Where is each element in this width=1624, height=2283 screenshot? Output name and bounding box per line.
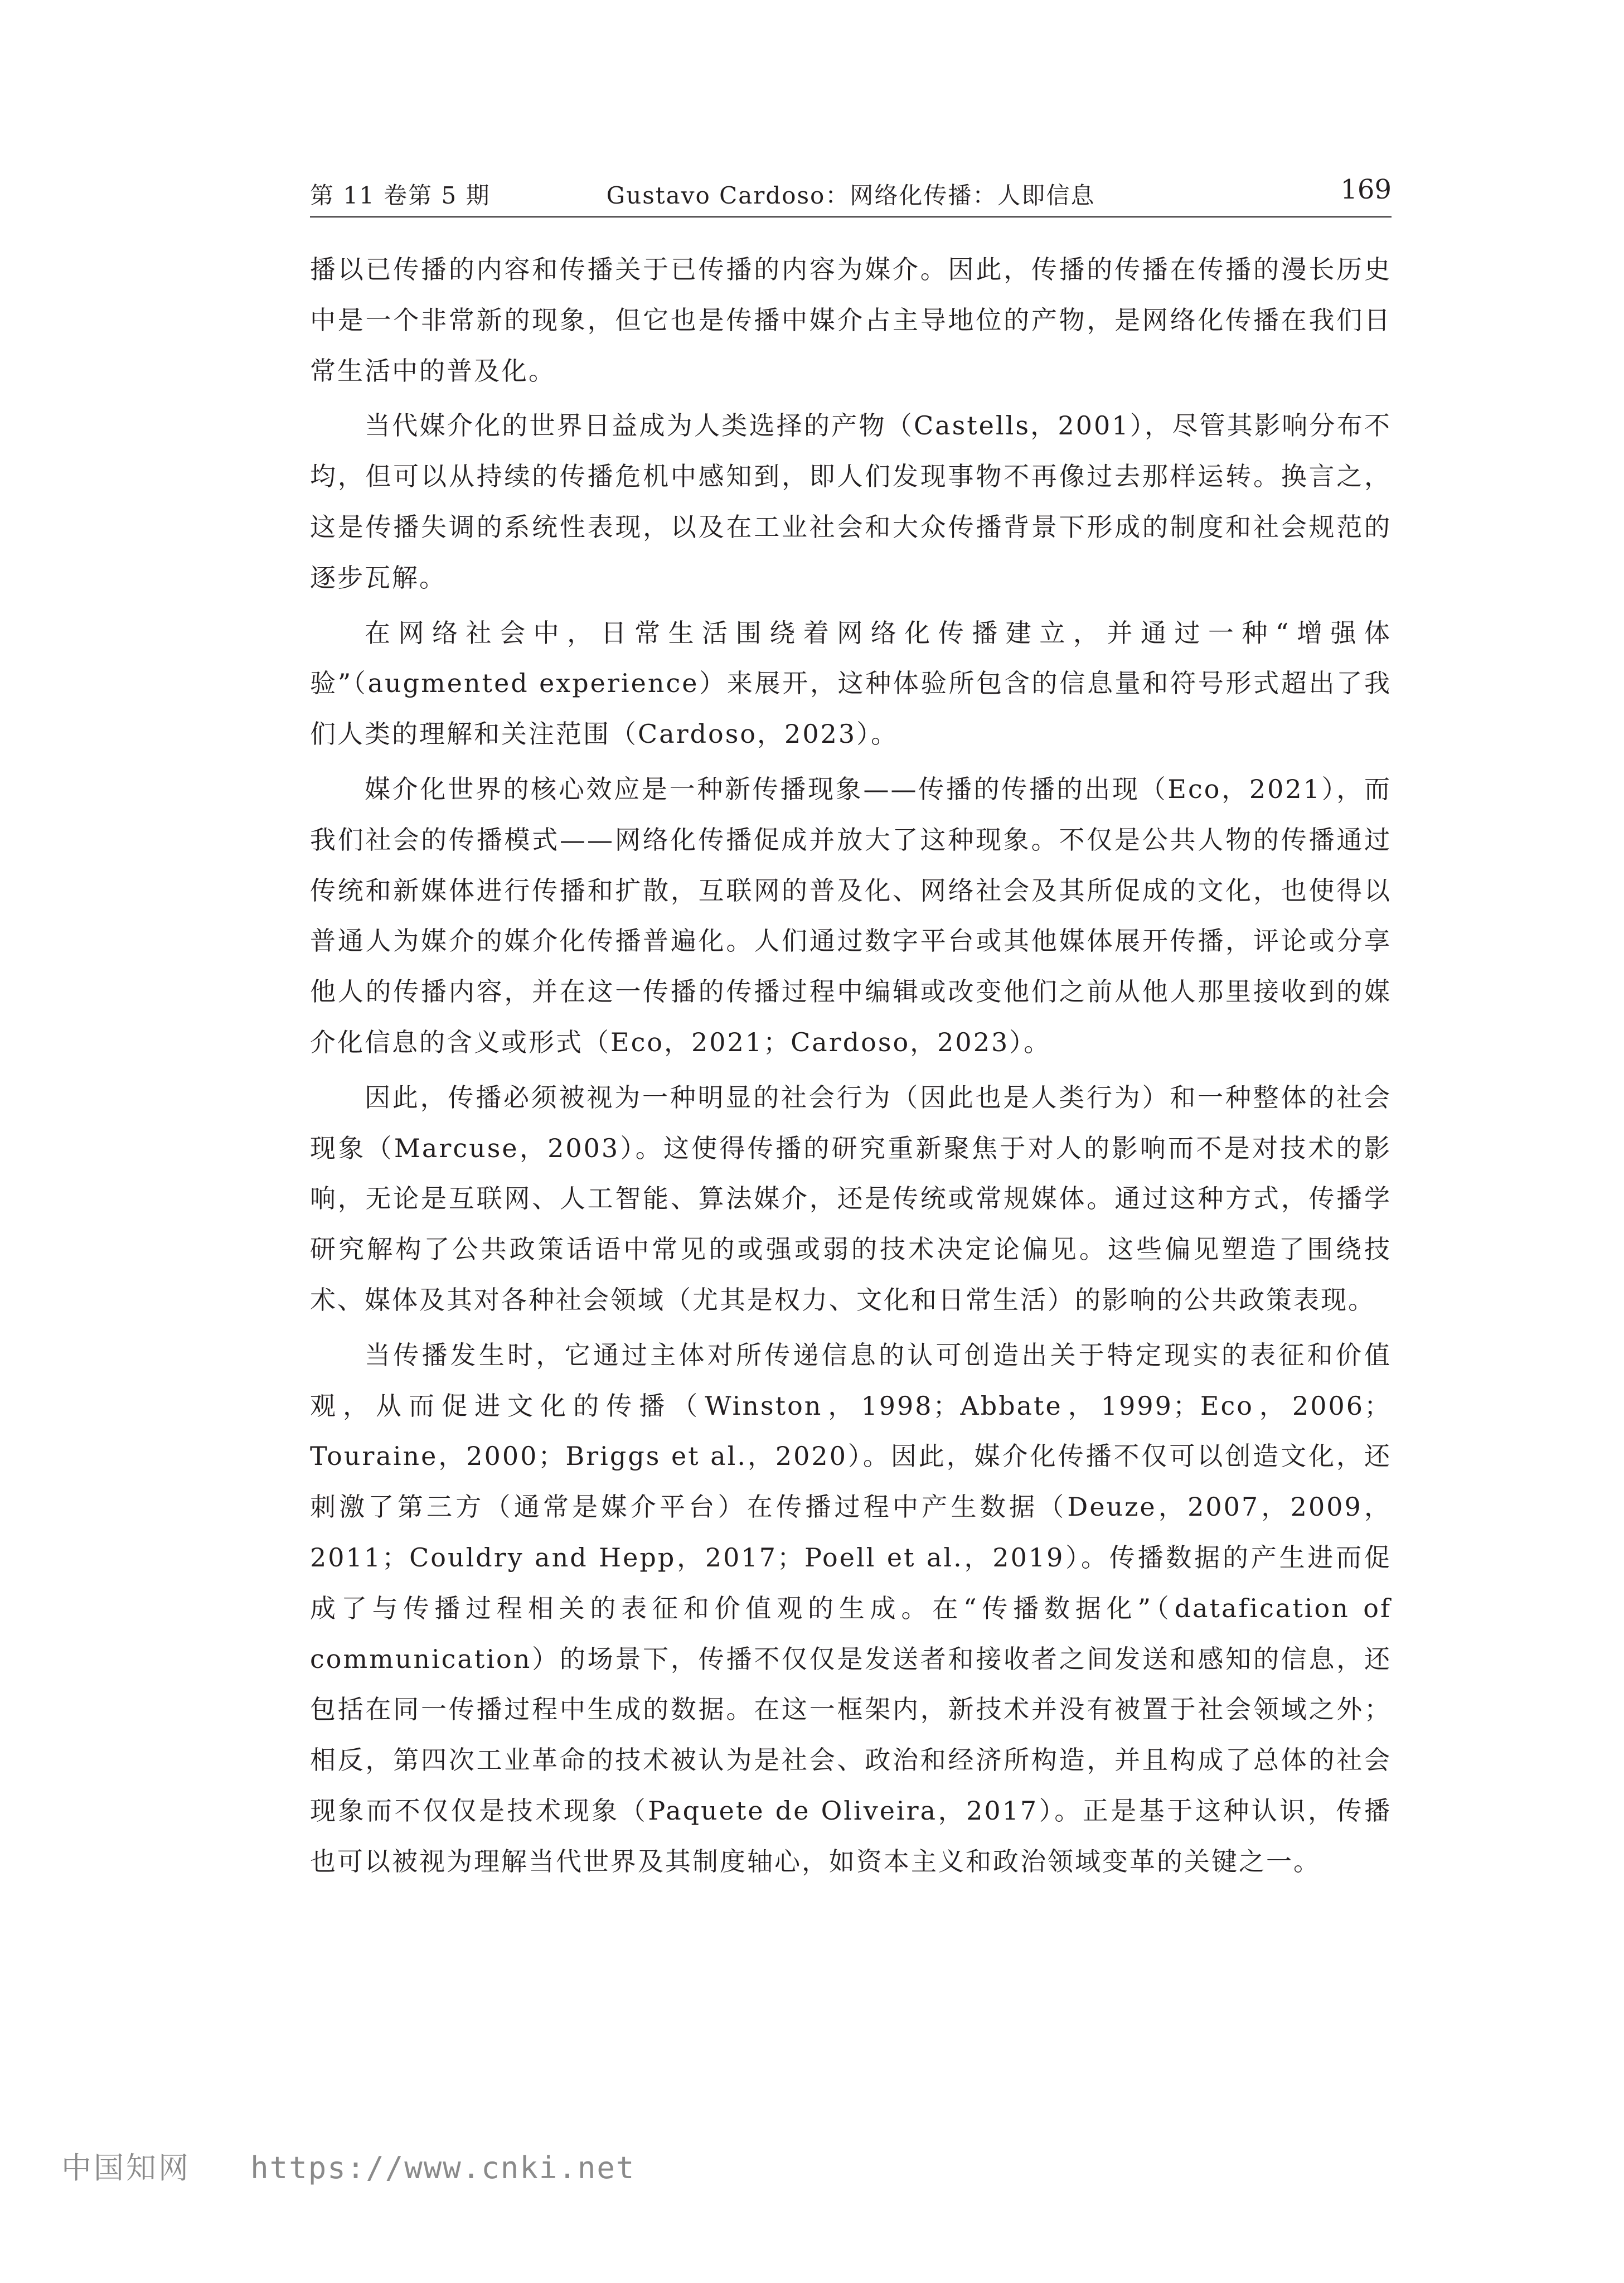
watermark-url: https://www.cnki.net xyxy=(250,2150,636,2185)
watermark-brand: 中国知网 xyxy=(61,2150,191,2185)
paragraph: 当代媒介化的世界日益成为人类选择的产物（Castells，2001），尽管其影响分布不均，但可以从持续的传播危机中感知到，即人们发现事物不再像过去那样运转。换言之，这是传播失调的系统性表现，以及在工业社会和大众传播背景下形成的制度和社会规范的逐步瓦解。 xyxy=(310,410,1392,593)
paragraph: 媒介化世界的核心效应是一种新传播现象——传播的传播的出现（Eco，2021），而我们社会的传播模式——网络化传播促成并放大了这种现象。不仅是公共人物的传播通过传统和新媒体进行传播和扩散，互联网的普及化、网络社会及其所促成的文化，也使得以普通人为媒介的媒介化传播普遍化。人们通过数字平台或其他媒体展开传播，评论或分享他人的传播内容，并在这一传播的传播过程中编辑或改变他们之前从他人那里接收到的媒介化信息的含义或形式（Eco，2021；Cardoso，2023）。 xyxy=(310,773,1392,1057)
running-title: Gustavo Cardoso：网络化传播：人即信息 xyxy=(606,182,1095,209)
running-header xyxy=(310,174,1392,211)
header-divider xyxy=(310,216,1392,217)
page-number: 169 xyxy=(1340,174,1392,205)
journal-volume-issue: 第 11 卷第 5 期 xyxy=(310,182,491,209)
paragraph: 当传播发生时，它通过主体对所传递信息的认可创造出关于特定现实的表征和价值观，从而促进文化的传播（Winston，1998；Abbate，1999；Eco，2006；Touraine，2000；Briggs et al.，2020）。因此，媒介化传播不仅可以创造文化，还刺激了第三方（通常是媒介平台）在传播过程中产生数据（Deuze，2007，2009，2011；Couldry and Hepp，2017；Poell et al.，2019）。传播数据的产生进而促成了与传播过程相关的表征和价值观的生成。在“传播数据化”（datafication of communication）的场景下，传播不仅仅是发送者和接收者之间发送和感知的信息，还包括在同一传播过程中生成的数据。在这一框架内，新技术并没有被置于社会领域之外；相反，第四次工业革命的技术被认为是社会、政治和经济所构造，并且构成了总体的社会现象而不仅仅是技术现象（Paquete de Oliveira，2017）。正是基于这种认识，传播也可以被视为理解当代世界及其制度轴心，如资本主义和政治领域变革的关键之一。 xyxy=(310,1339,1392,1876)
article-body xyxy=(310,244,1392,1892)
cnki-watermark xyxy=(61,2144,635,2189)
paragraph: 因此，传播必须被视为一种明显的社会行为（因此也是人类行为）和一种整体的社会现象（Marcuse，2003）。这使得传播的研究重新聚焦于对人的影响而不是对技术的影响，无论是互联网、人工智能、算法媒介，还是传统或常规媒体。通过这种方式，传播学研究解构了公共政策话语中常见的或强或弱的技术决定论偏见。这些偏见塑造了围绕技术、媒体及其对各种社会领域（尤其是权力、文化和日常生活）的影响的公共政策表现。 xyxy=(310,1082,1392,1315)
paragraph-continuation: 播以已传播的内容和传播关于已传播的内容为媒介。因此，传播的传播在传播的漫长历史中是一个非常新的现象，但它也是传播中媒介占主导地位的产物，是网络化传播在我们日常生活中的普及化。 xyxy=(310,254,1392,386)
paragraph: 在网络社会中，日常生活围绕着网络化传播建立，并通过一种“增强体验”（augmented experience）来展开，这种体验所包含的信息量和符号形式超出了我们人类的理解和关注范围（Cardoso，2023）。 xyxy=(310,617,1392,749)
